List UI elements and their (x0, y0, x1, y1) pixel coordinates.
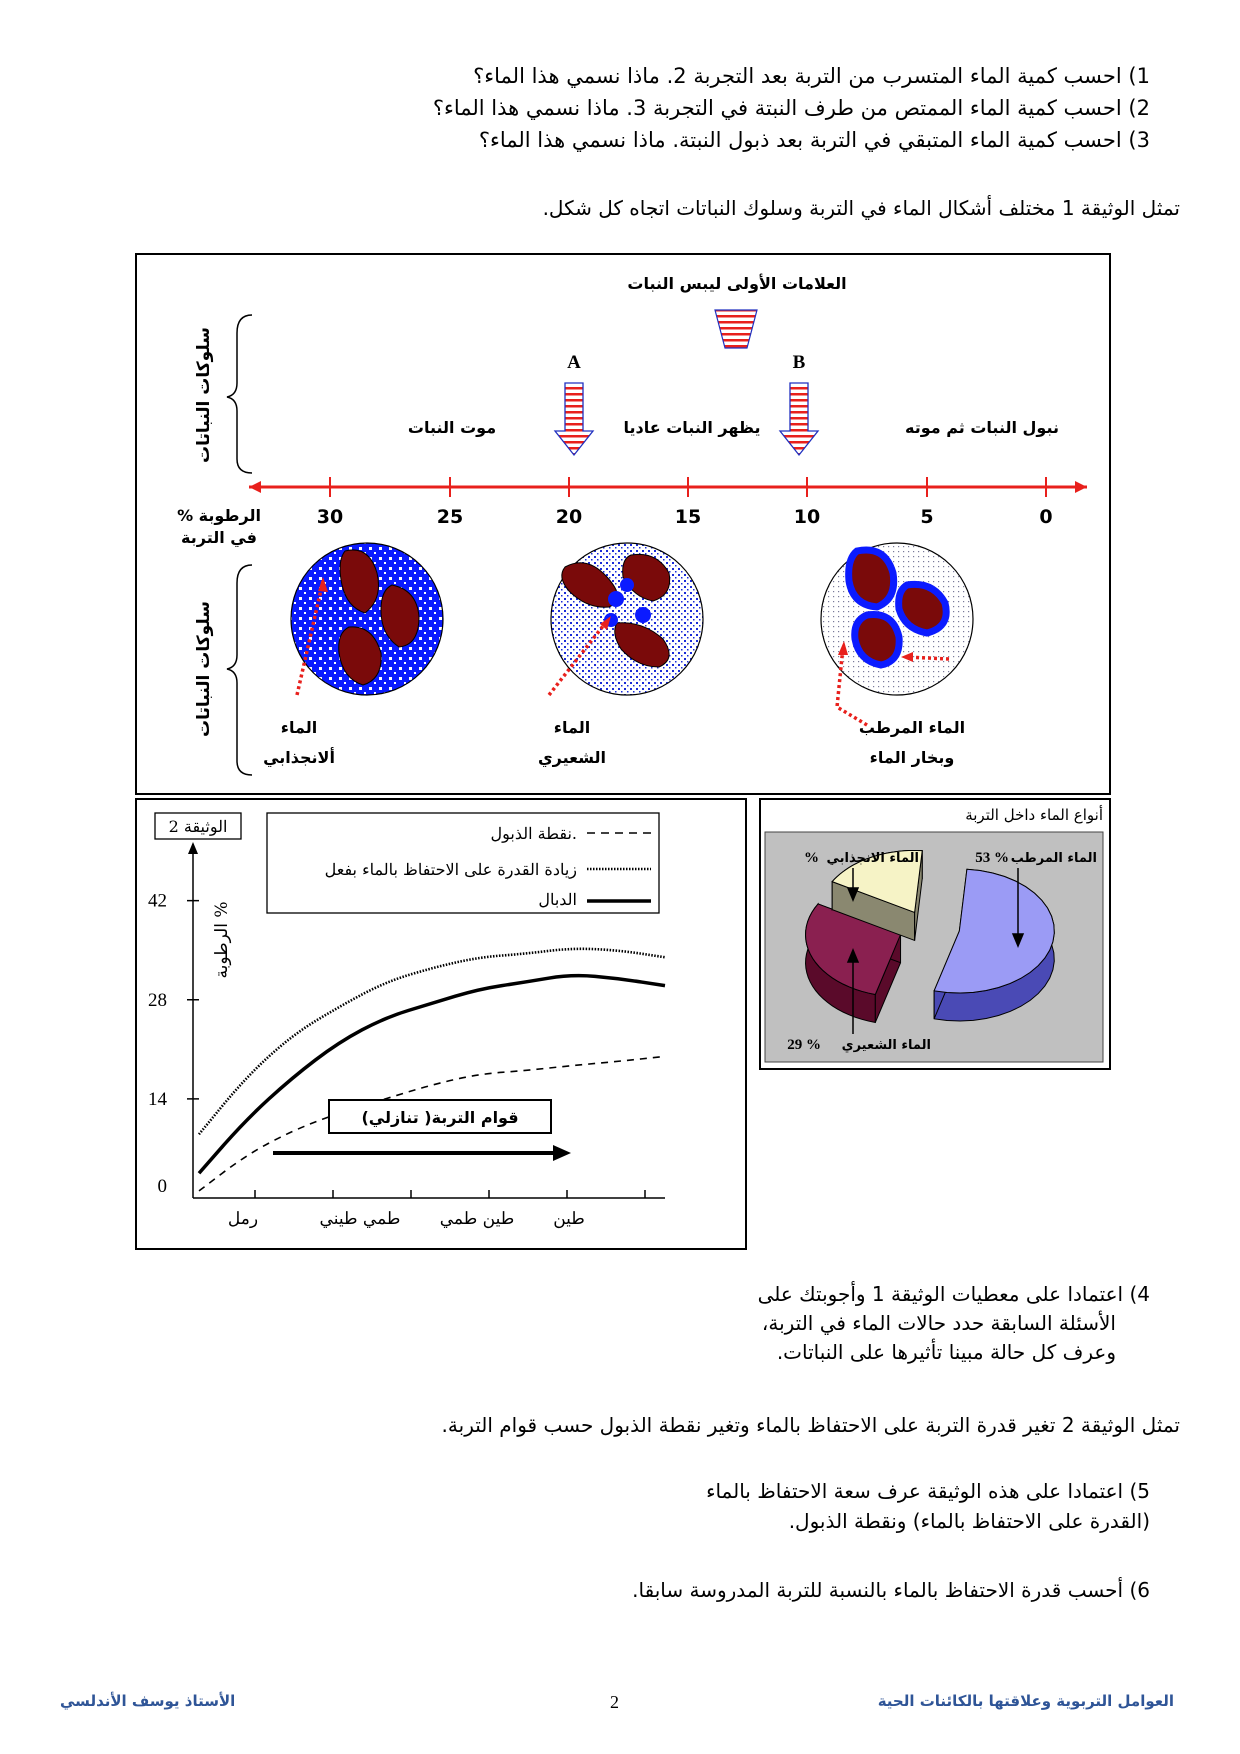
question-4-line-3: وعرف كل حالة مبينا تأثيرها على النباتات. (776, 1340, 1116, 1364)
axis-tick-10: 10 (793, 506, 821, 528)
document-3-pie (759, 798, 1111, 1070)
arrow-b-icon (780, 383, 818, 455)
y-axis-arrow-icon (188, 842, 198, 854)
label-hygro-pct: 53 % (975, 850, 1009, 866)
question-number: 3) (1128, 128, 1150, 152)
question-number: 6) (1129, 1578, 1150, 1602)
x-tick-label: طمي طيني (319, 1209, 401, 1229)
water-label-capillary-1: الماء (553, 718, 591, 737)
y-tick-label: 28 (148, 989, 167, 1011)
question-6 (632, 1576, 1150, 1604)
legend-label-humus: الدبال (538, 890, 577, 909)
marker-a-label: A (567, 352, 581, 373)
axis-tick-20: 20 (555, 506, 583, 528)
side-label-bottom: سلوكات النباتات (194, 601, 214, 737)
question-5 (706, 1476, 1150, 1536)
question-6-text: أحسب قدرة الاحتفاظ بالماء بالنسبة للتربة المدروسة سابقا. (632, 1578, 1124, 1602)
y-axis-label: الرطوبة % (212, 901, 232, 979)
question-4 (758, 1280, 1150, 1367)
y-tick-label: 0 (157, 1176, 167, 1197)
wilting-label: العلامات الأولى ليبس النبات (627, 274, 847, 293)
question-number: 5) (1129, 1479, 1150, 1503)
question-4-line-1: اعتمادا على معطيات الوثيقة 1 وأجوبتك على (757, 1282, 1124, 1306)
document-2-chart (135, 798, 747, 1250)
axis-tick-15: 15 (674, 506, 702, 528)
texture-label: قوام التربة( تنازلي) (361, 1108, 519, 1127)
footer-page-number: 2 (610, 1692, 619, 1712)
water-label-hygro-1: الماء المرطب (858, 718, 966, 737)
x-tick-label: رمل (227, 1209, 259, 1229)
doc2-title: الوثيقة 2 (168, 817, 228, 836)
brace-top (227, 315, 252, 473)
doc3-title: أنواع الماء داخل التربة (965, 806, 1103, 824)
zone-label-death: موت النبات (407, 418, 497, 437)
question-number: 2) (1128, 96, 1150, 120)
label-capillary: الماء الشعيري (841, 1038, 931, 1053)
question-text: احسب كمية الماء المتبقي في التربة بعد ذبول النبتة. ماذا نسمي هذا الماء؟ (478, 128, 1122, 152)
question-2 (433, 94, 1150, 122)
legend-label-capacity: زيادة القدرة على الاحتفاظ بالماء بفعل (324, 860, 577, 879)
water-label-gravity-1: الماء (280, 718, 318, 737)
y-tick-label: 42 (148, 890, 167, 912)
side-label-top: سلوكات النباتات (194, 327, 214, 463)
zone-label-wilt: نبول النبات ثم موته (904, 418, 1060, 437)
soil-sample-gravity-water (291, 543, 443, 695)
water-label-hygro-2: وبخار الماء (869, 748, 955, 767)
zone-label-normal: يظهر النبات عاديا (623, 418, 761, 437)
intro-doc1: تمثل الوثيقة 1 مختلف أشكال الماء في التربة وسلوك النباتات اتجاه كل شكل. (542, 196, 1180, 220)
intro-doc2: تمثل الوثيقة 2 تغير قدرة التربة على الاحتفاظ بالماء وتغير نقطة الذبول حسب قوام التربة. (441, 1413, 1180, 1437)
question-text: احسب كمية الماء المتسرب من التربة بعد التجربة 2. ماذا نسمي هذا الماء؟ (473, 64, 1122, 88)
footer-course-title: العوامل التربوية وعلاقتها بالكائنات الحية (877, 1692, 1174, 1710)
axis-arrow-right-icon (1075, 481, 1087, 493)
label-hygro: الماء المرطب (1010, 851, 1097, 866)
y-ticks (148, 891, 199, 1197)
question-text: احسب كمية الماء الممتص من طرف النبتة في التجربة 3. ماذا نسمي هذا الماء؟ (432, 96, 1122, 120)
axis-tick-25: 25 (436, 506, 464, 528)
question-4-line-2: الأسئلة السابقة حدد حالات الماء في التربة، (761, 1311, 1116, 1335)
question-5-line-2: (القدرة على الاحتفاظ بالماء) ونقطة الذبول. (788, 1509, 1150, 1533)
axis-arrow-left-icon (249, 481, 261, 493)
marker-b-label: B (792, 352, 806, 373)
soil-sample-hygroscopic-water (821, 543, 973, 695)
axis-tick-5: 5 (920, 506, 934, 528)
brace-bottom (227, 565, 252, 775)
document-1-diagram (135, 253, 1111, 795)
x-tick-label: طين طمي (439, 1209, 515, 1229)
question-number: 4) (1129, 1282, 1150, 1306)
x-tick-label: طين (553, 1209, 585, 1229)
y-tick-label: 14 (148, 1088, 167, 1110)
label-gravity: الماء الانجذابي (826, 851, 919, 866)
axis-tick-30: 30 (316, 506, 344, 528)
axis-label-line1: % الرطوبة (177, 506, 261, 525)
soil-sample-capillary-water (551, 543, 703, 695)
question-1 (473, 62, 1150, 90)
legend-label-wilting: نقطة الذبول. (490, 824, 577, 843)
question-3 (479, 126, 1150, 154)
label-capillary-pct: 29 % (787, 1037, 821, 1053)
arrow-a-icon (555, 383, 593, 455)
wilting-funnel-icon (715, 310, 757, 348)
label-gravity-pct: % (804, 850, 819, 866)
question-number: 1) (1128, 64, 1150, 88)
x-ticks (228, 1190, 645, 1229)
axis-label-line2: في التربة (181, 528, 257, 547)
question-5-line-1: اعتمادا على هذه الوثيقة عرف سعة الاحتفاظ بالماء (706, 1479, 1124, 1503)
water-label-gravity-2: ألانجذابي (263, 748, 335, 767)
footer-teacher: الأستاذ يوسف الأندلسي (60, 1692, 236, 1710)
axis-tick-0: 0 (1039, 506, 1053, 528)
texture-arrow-head-icon (553, 1145, 571, 1161)
water-label-capillary-2: الشعيري (538, 748, 606, 767)
